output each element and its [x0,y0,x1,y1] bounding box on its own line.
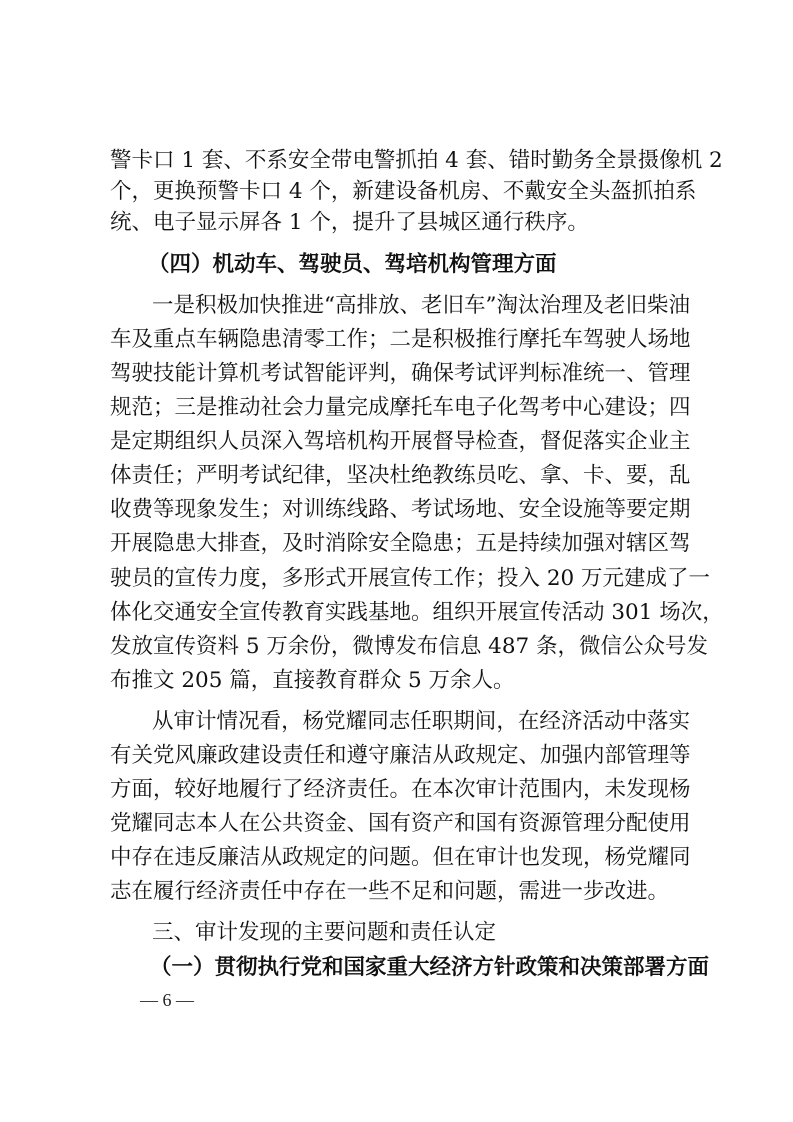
text-line: 一是积极加快推进“高排放、老旧车”淘汰治理及老旧柴油 [152,293,690,318]
text-line: 党耀同志本人在公共资金、国有资产和国有资源管理分配使用 [110,811,691,836]
text-line: 有关党风廉政建设责任和遵守廉洁从政规定、加强内部管理等 [110,743,691,768]
text-line: 开展隐患大排查，及时消除安全隐患；五是持续加强对辖区驾 [110,531,691,556]
section-title-3: 三、审计发现的主要问题和责任认定 [152,920,497,945]
text-line: 从审计情况看，杨党耀同志任职期间，在经济活动中落实 [152,709,690,734]
text-line: 车及重点车辆隐患清零工作；二是积极推行摩托车驾驶人场地 [110,327,691,352]
text-line: 规范；三是推动社会力量完成摩托车电子化驾考中心建设；四 [110,395,691,420]
text-line: 体责任；严明考试纪律，坚决杜绝教练员吃、拿、卡、要，乱 [110,463,691,488]
text-line: 驶员的宣传力度，多形式开展宣传工作；投入 20 万元建成了一 [110,566,711,591]
text-line: 个，更换预警卡口 4 个，新建设备机房、不戴安全头盔抓拍系 [110,179,697,204]
section-heading-4: （四）机动车、驾驶员、驾培机构管理方面 [148,252,557,277]
page-number: — 6 — [140,990,194,1010]
text-line: 体化交通安全宣传教育实践基地。组织开展宣传活动 301 场次， [110,600,724,625]
text-line: 收费等现象发生；对训练线路、考试场地、安全设施等要定期 [110,497,691,522]
text-line: 发放宣传资料 5 万余份，微博发布信息 487 条，微信公众号发 [110,634,709,659]
text-line: 是定期组织人员深入驾培机构开展督导检查，督促落实企业主 [110,429,691,454]
text-line: 统、电子显示屏各 1 个，提升了县城区通行秩序。 [110,210,589,235]
text-line: 驾驶技能计算机考试智能评判，确保考试评判标准统一、管理 [110,361,691,386]
text-line: 方面，较好地履行了经济责任。在本次审计范围内，未发现杨 [110,777,691,802]
text-line: 警卡口 1 套、不系安全带电警抓拍 4 套、错时勤务全景摄像机 2 [110,148,723,173]
text-line: 中存在违反廉洁从政规定的问题。但在审计也发现，杨党耀同 [110,845,691,870]
text-line: 布推文 205 篇，直接教育群众 5 万余人。 [110,668,515,693]
section-heading-1: （一）贯彻执行党和国家重大经济方针政策和决策部署方面 [150,955,710,980]
text-line: 志在履行经济责任中存在一些不足和问题，需进一步改进。 [110,879,670,904]
